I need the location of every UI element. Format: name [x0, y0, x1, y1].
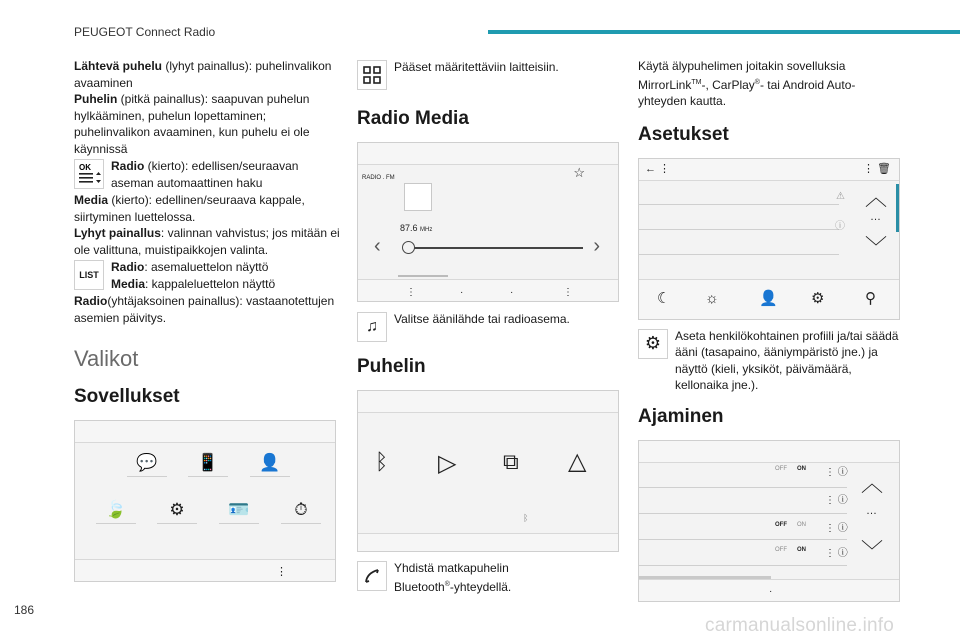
dot-icon[interactable]: ·	[460, 287, 464, 298]
scrollbar[interactable]	[896, 184, 899, 232]
ok-row: OK Radio (kierto): edellisen/seuraavan aseman automaattinen haku	[74, 158, 340, 191]
paragraph-short-press: Lyhyt painallus: valinnan vahvistus; jos mitään ei ole valittuna, muistipaikkojen valinta.	[74, 226, 340, 257]
more-options-icon[interactable]: ⋮	[276, 566, 287, 578]
running-header: PEUGEOT Connect Radio	[74, 25, 216, 39]
paragraph-phone: Puhelin (pitkä painallus): saapuvan puhelun hylkääminen, puhelun lopettaminen; puhelinvalikon avaaminen, kun puhelu ei ole käynnissä	[74, 92, 310, 156]
frequency-slider[interactable]	[408, 247, 583, 249]
next-station-icon[interactable]: ›	[593, 235, 600, 257]
menu-info-icon[interactable]: ⋮ ⓘ	[825, 466, 848, 478]
connected-app-icon: 📱	[188, 449, 228, 477]
scroll-up-icon[interactable]: ︿	[861, 470, 884, 496]
frequency-slider-knob[interactable]	[402, 241, 415, 254]
heading-valikot: Valikot	[74, 346, 139, 371]
settings-text-row: ⚙ Aseta henkilökohtainen profiili ja/tai säädä ääni (tasapaino, ääniympäristö jne.) ja näyttö (kieli, yksiköt, päivämäärä, kellonaika jne.).	[638, 328, 900, 394]
dot-icon[interactable]: ·	[510, 287, 514, 298]
page-dots-icon: …	[870, 210, 881, 223]
paragraph-media: Media (kierto): edellinen/seuraava kappale, siirtyminen luettelossa.	[74, 193, 305, 224]
paragraph-outgoing-call: Lähtevä puhelu (lyhyt painallus): puhelinvalikon avaaminen	[74, 59, 332, 90]
favorite-star-icon[interactable]: ☆	[573, 165, 585, 180]
list-row: LIST Radio: asemaluettelon näyttö Media: kappaleluettelon näyttö	[74, 259, 340, 292]
toggle-on-label[interactable]: ON	[797, 521, 806, 528]
phone-icon	[357, 561, 387, 591]
heading-sovellukset: Sovellukset	[74, 386, 180, 407]
toggle-on-label[interactable]: ON	[797, 546, 806, 553]
paragraph-radio-update: Radio(yhtäjaksoinen painallus): vastaanotettujen asemien päivitys.	[74, 294, 335, 325]
radio-band-label: RADIO . FM	[362, 175, 395, 181]
sms-app-icon: 💬	[127, 449, 167, 477]
scroll-down-icon[interactable]: ﹀	[865, 234, 888, 260]
column-3	[638, 58, 900, 602]
settings-screen	[638, 158, 900, 320]
menu-info-icon[interactable]: ⋮ ⓘ	[825, 547, 848, 559]
heading-asetukset: Asetukset	[638, 123, 729, 145]
play-icon[interactable]: ▷	[438, 450, 457, 477]
apps-screen	[74, 420, 336, 582]
toggle-off-label[interactable]: OFF	[775, 465, 787, 472]
radio-text-row: ♫ Valitse äänilähde tai radioasema.	[357, 311, 619, 342]
column-2	[357, 58, 619, 596]
bluetooth-status-icon: ᛒ	[523, 513, 529, 523]
phone-text-row: Yhdistä matkapuhelin Bluetooth®-yhteydellä.	[357, 560, 619, 595]
profile-icon[interactable]: 👤	[759, 289, 778, 307]
user-app-icon: 👤	[250, 449, 290, 477]
dot-icon: ·	[769, 585, 773, 597]
location-settings-icon[interactable]: ⚲	[865, 289, 876, 307]
heading-radio-media: Radio Media	[357, 108, 469, 129]
page-dots-icon: …	[866, 504, 877, 517]
radio-screen	[357, 142, 619, 302]
paragraph-smartphone: Käytä älypuhelimen joitakin sovelluksia MirrorLink™-, CarPlay®- tai Android Auto- yhteyden kautta.	[638, 59, 856, 108]
charge-app-icon: ⚙	[157, 496, 197, 524]
mirror-screen-icon[interactable]: ⧉	[503, 449, 519, 474]
menu-info-icon[interactable]: ⋮ ⓘ	[825, 494, 848, 506]
scroll-down-icon[interactable]: ﹀	[861, 538, 884, 564]
station-logo-placeholder	[404, 183, 432, 211]
timer-app-icon: ⏱	[281, 496, 321, 524]
night-mode-icon[interactable]: ☾	[657, 289, 671, 307]
column-1	[74, 58, 340, 582]
phone-screen	[357, 390, 619, 552]
header-accent-bar	[488, 30, 960, 34]
apps-row: Pääset määritettäviin laitteisiin.	[357, 59, 619, 90]
gear-icon: ⚙	[638, 329, 668, 359]
back-arrow-icon[interactable]: ← ⋮	[645, 162, 671, 175]
menu-dots-icon[interactable]: ⋮	[406, 287, 416, 298]
frequency-readout: 87.6 MHz	[400, 223, 433, 233]
watermark: carmanualsonline.info	[705, 615, 895, 636]
apps-grid-icon	[357, 60, 387, 90]
brightness-icon[interactable]: ☼	[705, 289, 719, 307]
delete-icon[interactable]: ⋮ 🗑	[862, 162, 891, 175]
music-note-icon: ♫	[357, 312, 387, 342]
scroll-up-icon[interactable]: ︿	[865, 184, 888, 210]
warning-icon: ⚠	[836, 190, 845, 202]
list-icon: LIST	[74, 260, 104, 290]
bluetooth-icon[interactable]: ᛒ	[375, 449, 389, 474]
settings-gear-icon[interactable]: ⚙	[811, 289, 825, 307]
toggle-off-label[interactable]: OFF	[775, 546, 787, 553]
heading-puhelin: Puhelin	[357, 356, 426, 377]
contacts-app-icon: 🪪	[219, 496, 259, 524]
menu-dots-icon[interactable]: ⋮	[563, 287, 573, 298]
prev-station-icon[interactable]: ‹	[374, 235, 381, 257]
toggle-on-label[interactable]: ON	[797, 465, 806, 472]
info-icon: ⓘ	[835, 220, 845, 232]
heading-ajaminen: Ajaminen	[638, 405, 724, 427]
android-auto-icon[interactable]: △	[568, 448, 587, 475]
page-number: 186	[14, 603, 35, 617]
svg-text:OK: OK	[79, 163, 91, 172]
eco-app-icon: 🍃	[96, 496, 136, 524]
ok-list-icon	[74, 159, 104, 189]
menu-info-icon[interactable]: ⋮ ⓘ	[825, 522, 848, 534]
toggle-off-label[interactable]: OFF	[775, 521, 787, 528]
driving-screen	[638, 440, 900, 602]
